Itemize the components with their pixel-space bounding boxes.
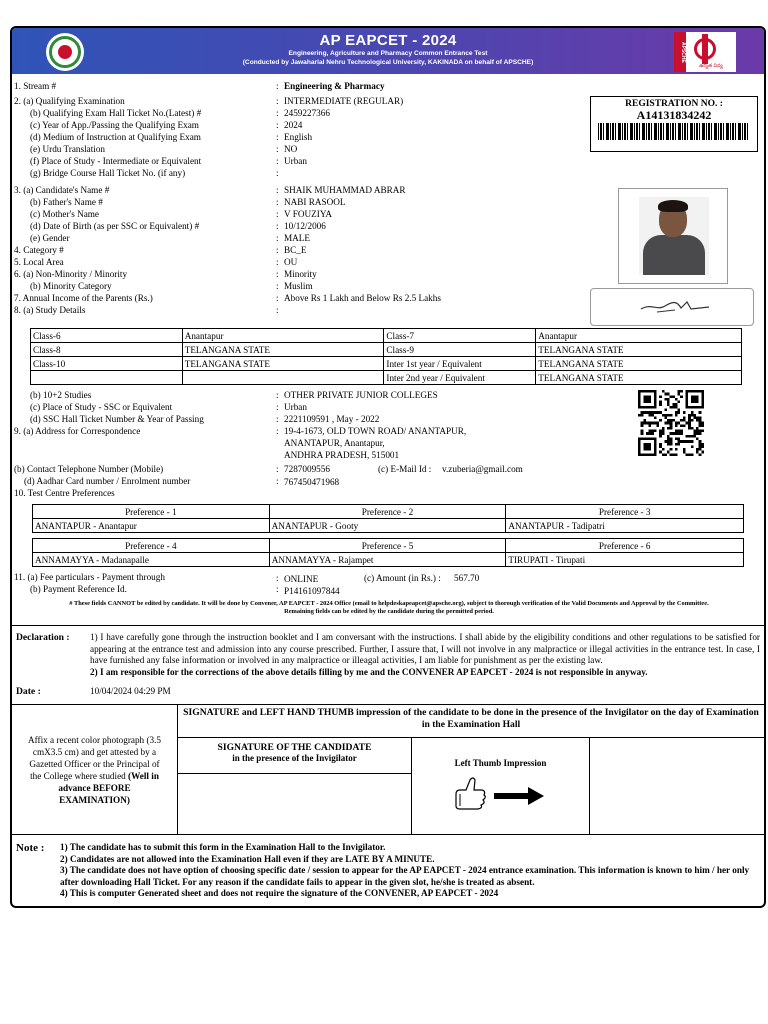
note-item: 2) Candidates are not allowed into the Examination Hall even if they are LATE BY A MINUTE. [60,853,435,864]
divider [12,834,764,835]
field-value: Engineering & Pharmacy [284,81,385,91]
field-value: V FOUZIYA [284,209,333,219]
preferences-table-1 [32,504,744,533]
field-label: (e) Urdu Translation [30,144,106,154]
field-label: (e) Gender [30,233,70,243]
thumb-impression-box: Left Thumb Impression [412,738,590,834]
field-value: NO [284,144,298,154]
preference-value: ANNAMAYYA - Rajampet [269,553,506,567]
apsche-logo: APSCHE ఉన్నత విద్య [674,32,736,72]
field-value: Above Rs 1 Lakh and Below Rs 2.5 Lakhs [284,293,441,303]
signature-instructions: SIGNATURE and LEFT HAND THUMB impression of the candidate to be done in the presence of the Invigilator on the day of Examination in the Examination Hall [178,704,764,738]
field-label: (b) 10+2 Studies [30,390,92,400]
field-value: SHAIK MUHAMMAD ABRAR [284,185,406,195]
field-value: Urban [284,156,307,166]
field-label: 8. (a) Study Details [14,305,86,315]
field-value: Minority [284,269,317,279]
table-cell: Class-7 [384,329,536,343]
preference-label: Preference - 3 [506,505,744,519]
hall-ticket-form: AP EAPCET - 2024 Engineering, Agriculture and Pharmacy Common Entrance Test (Conducted by Jawaharlal Nehru Technological University, KAKINADA on behalf of APSCHE) APSCHE ఉన్నత విద్య 1. Stream # : Engineering & Pharmacy 2. (a) Qualifying Examination : INTERMEDIATE (REGULAR) (b) Qualifying Exam Hall Ticket No.(Latest) # : 2459227366 (c) Year of App./Passing the Qualifying Exam : 2024 (d) Medium of Instruction at Qualifying Exam : English (e) Urdu Translation : NO (f) Place of Study - Intermediate or Equivalent : Urban (g) Bridge Course Hall Ticket No. (if any) : 3. (a) Candidate's Name # : SHAIK MUHAMMAD ABRAR (b) Father's Name # : NABI RASOOL (c) Mother's Name : V FOUZIYA (d) Date of Birth (as per SSC or Equivalent) # : 10/12/2006 (e) Gender : MALE 4. Category # : BC_E 5. Local Area : OU 6. (a) Non-Minority / Minority : Minority (b) Minority Category : Muslim 7. Annual Income of the Parents (Rs.) : Above Rs 1 Lakh and Below Rs 2.5 Lakhs 8. (a) Study Details : REGISTRATION NO. : A14131834242 Class-6 Anantapur Class-7 Anantapur Class-8 TELANGANA STATE Class-9 TELANGANA STATE Class-10 TELANGANA STATE Inter 1st year / Equivalent TELANGANA STATE Inter 2nd year / Equivalent TELANGANA STATE (b) 10+2 Studies : OTHER PRIVATE JUNIOR COLLEGES (c) Place of Study - SSC or Equivalent : Urban (d) SSC Hall Ticket Number & Year of Passing : 2221109591 , May - 2022 9. (a) Address for Correspondence : 19-4-1673, OLD TOWN ROAD/ ANANTAPUR, ANANTAPUR, Anantapur, ANDHRA PRADESH, 515001 (b) Contact Telephone Number (Mobile) : 7287009556 (c) E-Mail Id : v.zuberia@gmail.com (d) Aadhar Card number / Enrolment number : 767450471968 10. Test Centre Preferences Preference - 1 Preference - 2 Preference - 3 ANANTAPUR - Anantapur ANANTAPUR - Gooty ANANTAPUR - Tadipatri Preference - 4 Preference - 5 Preference - 6 ANNAMAYYA - Madanapalle ANNAMAYYA - Rajampet TIRUPATI - Tirupati 11. (a) Fee particulars - Payment through : ONLINE (c) Amount (in Rs.) : 567.70 (b) Payment Reference Id. : P14161097844 # These fields CANNOT be edited by candidate. It will be done by Convener, AP EAPCET - 2024 Office (email to helpdeskapeapcet@apsche.org), subject to thorough verification of the Valid Documents and Approval by the Committee. Remaining fields can be edited by the candidate during the permitted period. Declaration : 1) I have carefully gone through the instruction booklet and I am conversant with the instructions. I shall abide by the eligibility conditions and other regulations to be satisfied for appearing at the entrance test and admission into any course prescribed. Further, I assure that, I will not involve in any malpractice or illegal activities in the entrance test. In case, I have furnished any false information or involved in any malpractice or illeagal activities, I am liable for punishment as per the existing law. 2) I am responsible for the corrections of the above details filling by me and the CONVENER AP EAPCET - 2024 is not responsible in anyway. Date : 10/04/2024 04:29 PM Affix a recent color photograph (3.5 cmX3.5 cm) and get attested by a Gazetted Officer or the Principal of the College where studied (Well in advance BEFORE EXAMINATION) SIGNATURE and LEFT HAND THUMB impression of the candidate to be done in the presence of the Invigilator on the day of Examination in the Examination Hall SIGNATURE OF THE CANDIDATE in the presence of the Invigilator Left Thumb Impression Note : 1) The candidate has to submit this form in the Examination Hall to the Invigilator. 2) Candidates are not allowed into the Examination Hall even if they are LATE BY A MINUTE. 3) The candidate does not have option of choosing specific date / session to appear for the AP EAPCET - 2024 entrance examination. This information is known to him / her only after downloading Hall Ticket. For any reason if the candidate fails to appear in the given slot, he/she is treated as absent. 4) This is computer Generated sheet and does not require the signature of the CONVENER, AP EAPCET - 2024 [10,26,766,908]
preference-value: TIRUPATI - Tirupati [506,553,744,567]
candidate-photo [618,188,728,284]
field-value: OU [284,257,298,267]
registration-label: REGISTRATION NO. : [625,99,723,109]
qr-code [638,390,704,456]
table-cell: Inter 1st year / Equivalent [384,357,536,371]
payment-ref-label: (b) Payment Reference Id. [30,584,127,594]
note-label: Note : [16,842,45,854]
field-label: (c) Year of App./Passing the Qualifying Exam [30,120,199,130]
phone-label: (b) Contact Telephone Number (Mobile) [14,464,164,474]
preference-value: ANANTAPUR - Gooty [269,519,506,533]
preference-label: Preference - 5 [269,539,506,553]
field-label: 6. (a) Non-Minority / Minority [14,269,128,279]
note-item: 1) The candidate has to submit this form in the Examination Hall to the Invigilator. [60,842,386,852]
preference-value: ANANTAPUR - Tadipatri [506,519,744,533]
address-line: ANANTAPUR, Anantapur, [284,438,385,448]
table-row [31,329,742,343]
table-row [33,505,744,519]
aadhar-label: (d) Aadhar Card number / Enrolment number [24,476,191,486]
preference-label: Preference - 2 [269,505,506,519]
field-value: NABI RASOOL [284,197,346,207]
candidate-signature-box: SIGNATURE OF THE CANDIDATE in the presence of the Invigilator [178,738,412,774]
field-label: (b) Qualifying Exam Hall Ticket No.(Latest) # [30,108,202,118]
table-cell: TELANGANA STATE [536,371,742,385]
field-label: (b) Father's Name # [30,197,103,207]
table-cell: Class-6 [31,329,183,343]
table-cell: Class-10 [31,357,183,371]
preference-label: Preference - 1 [33,505,270,519]
affix-photo-instructions: Affix a recent color photograph (3.5 cmX3.5 cm) and get attested by a Gazetted Officer or the Principal of the College where studied (Well in advance BEFORE EXAMINATION) [12,704,178,834]
test-centre-label: 10. Test Centre Preferences [14,488,115,498]
phone-value: 7287009556 [284,464,330,474]
candidate-signature-image [590,288,754,326]
table-cell: Class-8 [31,343,183,357]
field-value: 2221109591 , May - 2022 [284,414,380,424]
field-label: (d) Date of Birth (as per SSC or Equivalent) # [30,221,200,231]
field-label: 3. (a) Candidate's Name # [14,185,110,195]
preference-value: ANANTAPUR - Anantapur [33,519,270,533]
table-row [33,539,744,553]
field-value: OTHER PRIVATE JUNIOR COLLEGES [284,390,438,400]
form-title: AP EAPCET - 2024 [319,32,457,49]
table-row [31,357,742,371]
field-value: English [284,132,313,142]
table-cell: TELANGANA STATE [536,343,742,357]
date-label: Date : [16,686,41,697]
table-cell: Inter 2nd year / Equivalent [384,371,536,385]
field-label: 9. (a) Address for Correspondence [14,426,141,436]
payment-ref-value: P14161097844 [284,586,340,596]
note-item: 3) The candidate does not have option of choosing specific date / session to appear for the AP EAPCET - 2024 entrance examination. This information is known to him / her only after downloading Hall Ticket. For any reason if the candidate fails to appear in the given slot, he/she is treated as absent. [60,865,750,887]
field-value: 19-4-1673, OLD TOWN ROAD/ ANANTAPUR, [284,426,467,436]
field-label: 1. Stream # [14,81,57,91]
field-label: 7. Annual Income of the Parents (Rs.) [14,293,153,303]
date-value: 10/04/2024 04:29 PM [90,686,171,696]
field-label: (b) Minority Category [30,281,112,291]
table-cell [31,371,183,385]
field-value: Muslim [284,281,313,291]
study-details-table [30,328,742,385]
candidate-signature-area [178,774,412,834]
barcode [598,123,750,140]
amount-label: (c) Amount (in Rs.) : [364,573,441,583]
preference-value: ANNAMAYYA - Madanapalle [33,553,270,567]
declaration-label: Declaration : [16,632,70,643]
divider [12,625,764,626]
email-value: v.zuberia@gmail.com [442,464,523,474]
fee-value: ONLINE [284,574,319,584]
table-row [31,343,742,357]
note-list [60,842,762,900]
fee-label: 11. (a) Fee particulars - Payment through [14,572,165,582]
preferences-table-2 [32,538,744,567]
field-value: 2024 [284,120,303,130]
table-row [33,553,744,567]
field-label: (c) Place of Study - SSC or Equivalent [30,402,173,412]
table-cell: TELANGANA STATE [182,357,384,371]
table-cell: TELANGANA STATE [182,343,384,357]
field-label: (c) Mother's Name [30,209,100,219]
conducted-by: (Conducted by Jawaharlal Nehru Technological University, KAKINADA on behalf of APSCHE) [242,59,534,66]
field-label: (g) Bridge Course Hall Ticket No. (if any) [30,168,186,178]
email-label: (c) E-Mail Id : [378,464,432,474]
field-value: INTERMEDIATE (REGULAR) [284,96,404,106]
field-label: 4. Category # [14,245,64,255]
table-row [31,371,742,385]
table-cell: Class-9 [384,343,536,357]
preference-label: Preference - 4 [33,539,270,553]
field-value: BC_E [284,245,307,255]
field-value: 2459227366 [284,108,330,118]
edit-policy-note: # These fields CANNOT be edited by candidate. It will be done by Convener, AP EAPCET - 2024 Office (email to helpdeskapeapcet@apsche.org), subject to thorough verification of the Valid Documents and Approval by the Committee. Remaining fields can be edited by the candidate during the permitted period. [69,600,709,615]
jntuk-logo [46,33,84,71]
registration-box [590,96,758,152]
form-subtitle: Engineering, Agriculture and Pharmacy Common Entrance Test [288,50,488,57]
registration-number: A14131834242 [636,108,712,122]
table-cell: Anantapur [182,329,384,343]
table-cell [182,371,384,385]
table-row [33,519,744,533]
address-line: ANDHRA PRADESH, 515001 [284,450,400,460]
field-value: Urban [284,402,307,412]
field-label: (d) SSC Hall Ticket Number & Year of Passing [30,414,204,424]
note-item: 4) This is computer Generated sheet and does not require the signature of the CONVENER, AP EAPCET - 2024 [60,888,499,899]
field-label: 2. (a) Qualifying Examination [14,96,125,106]
field-label: (d) Medium of Instruction at Qualifying Exam [30,132,201,142]
field-value: 10/12/2006 [284,221,326,231]
preference-label: Preference - 6 [506,539,744,553]
declaration-text: 1) I have carefully gone through the instruction booklet and I am conversant with the instructions. I shall abide by the eligibility conditions and other regulations to be satisfied for appearing at the entrance test and admission into any course prescribed. Further, I assure that, I will not involve in any malpractice or illegal activities in the entrance test. In case, I have furnished any false information or involved in any malpractice or illeagal activities, I am liable for punishment as per the existing law. 2) I am responsible for the corrections of the above details filling by me and the CONVENER AP EAPCET - 2024 is not responsible in anyway. [90,632,760,678]
table-cell: Anantapur [536,329,742,343]
field-label: 5. Local Area [14,257,64,267]
field-label: (f) Place of Study - Intermediate or Equivalent [30,156,202,166]
aadhar-value: 767450471968 [284,477,340,487]
thumb-arrow-icon [446,776,556,816]
table-cell: TELANGANA STATE [536,357,742,371]
amount-value: 567.70 [454,573,480,583]
form-header [12,28,764,74]
field-value: MALE [284,233,311,243]
